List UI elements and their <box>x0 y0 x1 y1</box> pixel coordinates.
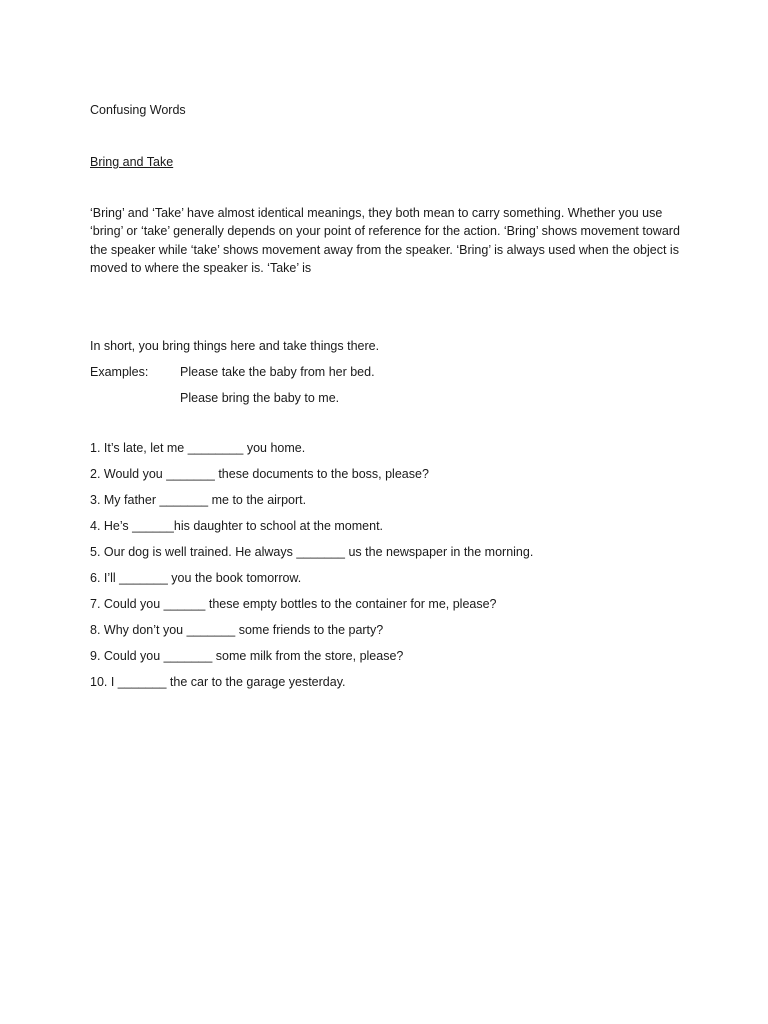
exercise-item: 6. I’ll _______ you the book tomorrow. <box>90 571 302 585</box>
exercise-item: 1. It’s late, let me ________ you home. <box>90 441 306 455</box>
example-sentence: Please bring the baby to me. <box>180 391 340 405</box>
exercise-item: 9. Could you _______ some milk from the store, please? <box>90 649 404 663</box>
summary-sentence: In short, you bring things here and take things there. <box>90 339 380 353</box>
document-title: Confusing Words <box>90 103 186 117</box>
exercise-list <box>90 439 533 699</box>
exercise-item: 7. Could you ______ these empty bottles to the container for me, please? <box>90 597 497 611</box>
exercise-item: 3. My father _______ me to the airport. <box>90 493 307 507</box>
exercise-item: 8. Why don’t you _______ some friends to the party? <box>90 623 384 637</box>
section-heading: Bring and Take <box>90 155 174 169</box>
exercise-item: 10. I _______ the car to the garage yesterday. <box>90 675 346 689</box>
exercise-item: 4. He’s ______his daughter to school at the moment. <box>90 519 384 533</box>
examples-label: Examples: <box>90 365 149 379</box>
explanation-paragraph: ‘Bring’ and ‘Take’ have almost identical meanings, they both mean to carry something. Whether you use ‘bring’ or ‘take’ generally depends on your point of reference for the action. ‘Bring’ shows movement toward the speaker while ‘take’ shows movement away from the speaker. ‘Bring’ is always used when the object is moved to where the speaker is. ‘Take’ is <box>90 206 680 275</box>
exercise-item: 2. Would you _______ these documents to the boss, please? <box>90 467 429 481</box>
exercise-item: 5. Our dog is well trained. He always _______ us the newspaper in the morning. <box>90 545 534 559</box>
example-sentence: Please take the baby from her bed. <box>180 365 375 379</box>
